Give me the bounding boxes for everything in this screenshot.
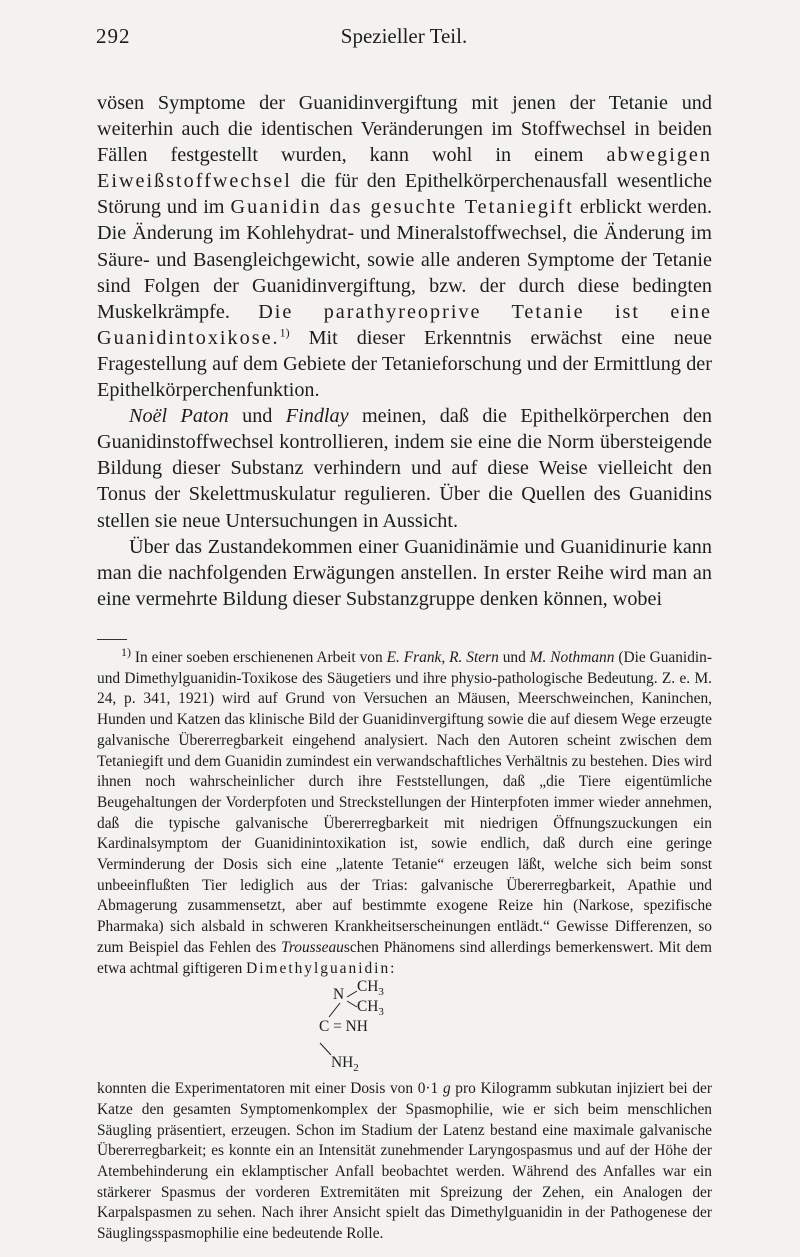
- formula-nitrogen: N: [333, 986, 345, 1004]
- text-run: :: [390, 959, 395, 977]
- text-run: In einer soeben erschienenen Arbeit von: [131, 649, 387, 666]
- text-run: pro Kilogramm subkutan injiziert bei der Katze den gesamten Symptomenkomplex der Spasmophilie, wie er sich beim menschlichen Säugling präsentiert, erzeugen. Schon im Stadium der Latenz bestand eine maximale galvanische Übererregbarkeit; es konnte ein an Intensität zunehmender Laryngospasmus und auf der Höhe der Atembehinderung ein eklamptischer Anfall beobachtet werden. Während des Anfalles war ein stärkerer Spasmus der vorderen Extremitäten mit Spreizung der Zehen, ein Analogen der Karpalspasmen zu sehen. Nach ihrer Ansicht spielt das Dimethylguanidin in der Pathogenese der Säuglingsspasmophilie eine bedeutende Rolle.: [97, 1080, 712, 1243]
- text-run: konnten die Experimentatoren mit einer Dosis von: [97, 1080, 418, 1098]
- formula-ch: CH: [357, 978, 379, 996]
- footnote-paragraph: [97, 644, 712, 979]
- formula-imino-carbon: C = NH: [319, 1018, 368, 1036]
- footnote-rule: [97, 639, 127, 640]
- spaced-emphasis: Dimethylguanidin: [246, 959, 391, 977]
- text-run: die für den Epithelkörperchenausfall wesentliche Störung und im: [97, 170, 712, 219]
- text-run: ,: [441, 649, 450, 666]
- footnote-reference[interactable]: 1): [279, 325, 290, 340]
- spaced-emphasis: Guanidin das gesuchte Tetaniegift: [230, 196, 574, 219]
- formula-ch: CH: [357, 998, 379, 1016]
- text-run: und: [498, 649, 530, 666]
- footnote: [97, 644, 712, 1245]
- dose-value: 0·1: [417, 1080, 439, 1098]
- footnote-paragraph: [97, 1079, 712, 1245]
- text-run: meinen, daß die Epithelkörperchen den Guanidinstoffwechsel kontrollieren, indem sie eine die Norm übersteigende Bildung dieser Substanz verhindern und auf diese Weise vielleicht den Tonus der Skelettmuskulatur regulieren. Über die Quellen des Guanidins stellen sie neue Untersuchungen in Aussicht.: [97, 405, 712, 532]
- chemical-formula: [97, 979, 712, 1079]
- formula-subscript: 3: [378, 1006, 384, 1019]
- text-run: erblickt werden. Die Änderung im Kohlehydrat- und Mineralstoffwechsel, die Änderung im Säure- und Basengleichgewicht, sowie alle anderen Symptome der Tetanie sind Folgen der Guanidinvergiftung, bzw. der durch diese bedingten Muskelkrämpfe.: [97, 196, 713, 323]
- page-number: 292: [96, 24, 131, 48]
- text-run: und: [228, 405, 286, 428]
- formula-nh: NH: [331, 1054, 354, 1072]
- paragraph: [97, 534, 712, 612]
- spaced-emphasis: Die parathyreoprive Tetanie ist eine Guanidintoxikose.: [97, 300, 712, 349]
- author-name: M. Nothmann: [529, 649, 615, 666]
- author-name: E. Frank: [386, 649, 442, 666]
- paragraph: [97, 90, 712, 403]
- formula-subscript: 3: [378, 986, 384, 999]
- author-name: Findlay: [285, 405, 349, 428]
- formula-amino: [331, 1053, 359, 1079]
- running-head: Spezieller Teil.: [340, 24, 468, 48]
- author-name: Noël Paton: [129, 405, 229, 428]
- page-header: [96, 24, 712, 50]
- formula-bonds: [97, 979, 712, 1079]
- author-name: R. Stern: [449, 649, 499, 666]
- footnote-marker: 1): [121, 644, 131, 659]
- paragraph: [97, 403, 712, 533]
- text-run: Mit dieser Erkenntnis erwächst eine neue Fragestellung auf dem Gebiete der Tetanieforschung und der Ermittlung der Epithelkörperchenfunktion.: [97, 326, 712, 402]
- text-run: schen Phänomens sind allerdings bemerkenswert. Mit dem etwa achtmal giftigeren: [97, 938, 712, 977]
- formula-subscript: 2: [353, 1062, 359, 1075]
- text-run: vösen Symptome der Guanidinvergiftung mit jenen der Tetanie und weiterhin auch die identischen Veränderungen im Stoffwechsel in beiden Fällen festgestellt wurden, kann wohl in einem: [97, 92, 712, 167]
- main-text: [97, 90, 712, 612]
- dose-unit: g: [442, 1080, 451, 1098]
- author-name: Trousseau: [281, 938, 344, 956]
- spaced-emphasis: abwegigen Eiweißstoffwechsel: [97, 144, 712, 193]
- text-run: Über das Zustandekommen einer Guanidinämie und Guanidinurie kann man die nachfolgenden Erwägungen anstellen. In erster Reihe wird man an eine vermehrte Bildung dieser Substanzgruppe denken können, wobei: [97, 535, 712, 610]
- text-run: (Die Guanidin- und Dimethylguanidin-Toxikose des Säugetiers und ihre physio-pathologische Bedeutung. Z. e. M. 24, p. 341, 1921) wird auf Grund von Versuchen an Mäusen, Meerschweinchen, Kaninchen, Hunden und Katzen das klinische Bild der Guanidinvergiftung sowie die auf diesem Wege erzeugte galvanische Übererregbarkeit eingehend analysiert. Nach den Autoren scheint zwischen dem Tetaniegift und dem Guanidin zumindest ein verwandschaftliches Verhältnis zu bestehen. Dies wird ihnen noch wahrscheinlicher durch ihre Feststellungen, daß „die Tiere eigentümliche Beugehaltungen der Vorderpfoten und Streckstellungen der Hinterpfoten immer wieder annehmen, daß die typische galvanische Übererregbarkeit mit niedrigen Öffnungszuckungen ein Kardinalsymptom der Guanidinintoxikation ist, sowie endlich, daß durch eine geringe Verminderung der Dosis sich eine „latente Tetanie“ erzeugen läßt, welche sich beim sonst unbeeinflußten Tier lediglich aus der Trias: galvanische Übererregbarkeit, Apathie und Abmagerung zusammensetzt, aber auf bestimmte exogene Reize hin (Narkose, spezifische Pharmaka) sich alsbald in schweren Krankheitserscheinungen entlädt.“ Gewisse Differenzen, so zum Beispiel das Fehlen des: [97, 649, 712, 956]
